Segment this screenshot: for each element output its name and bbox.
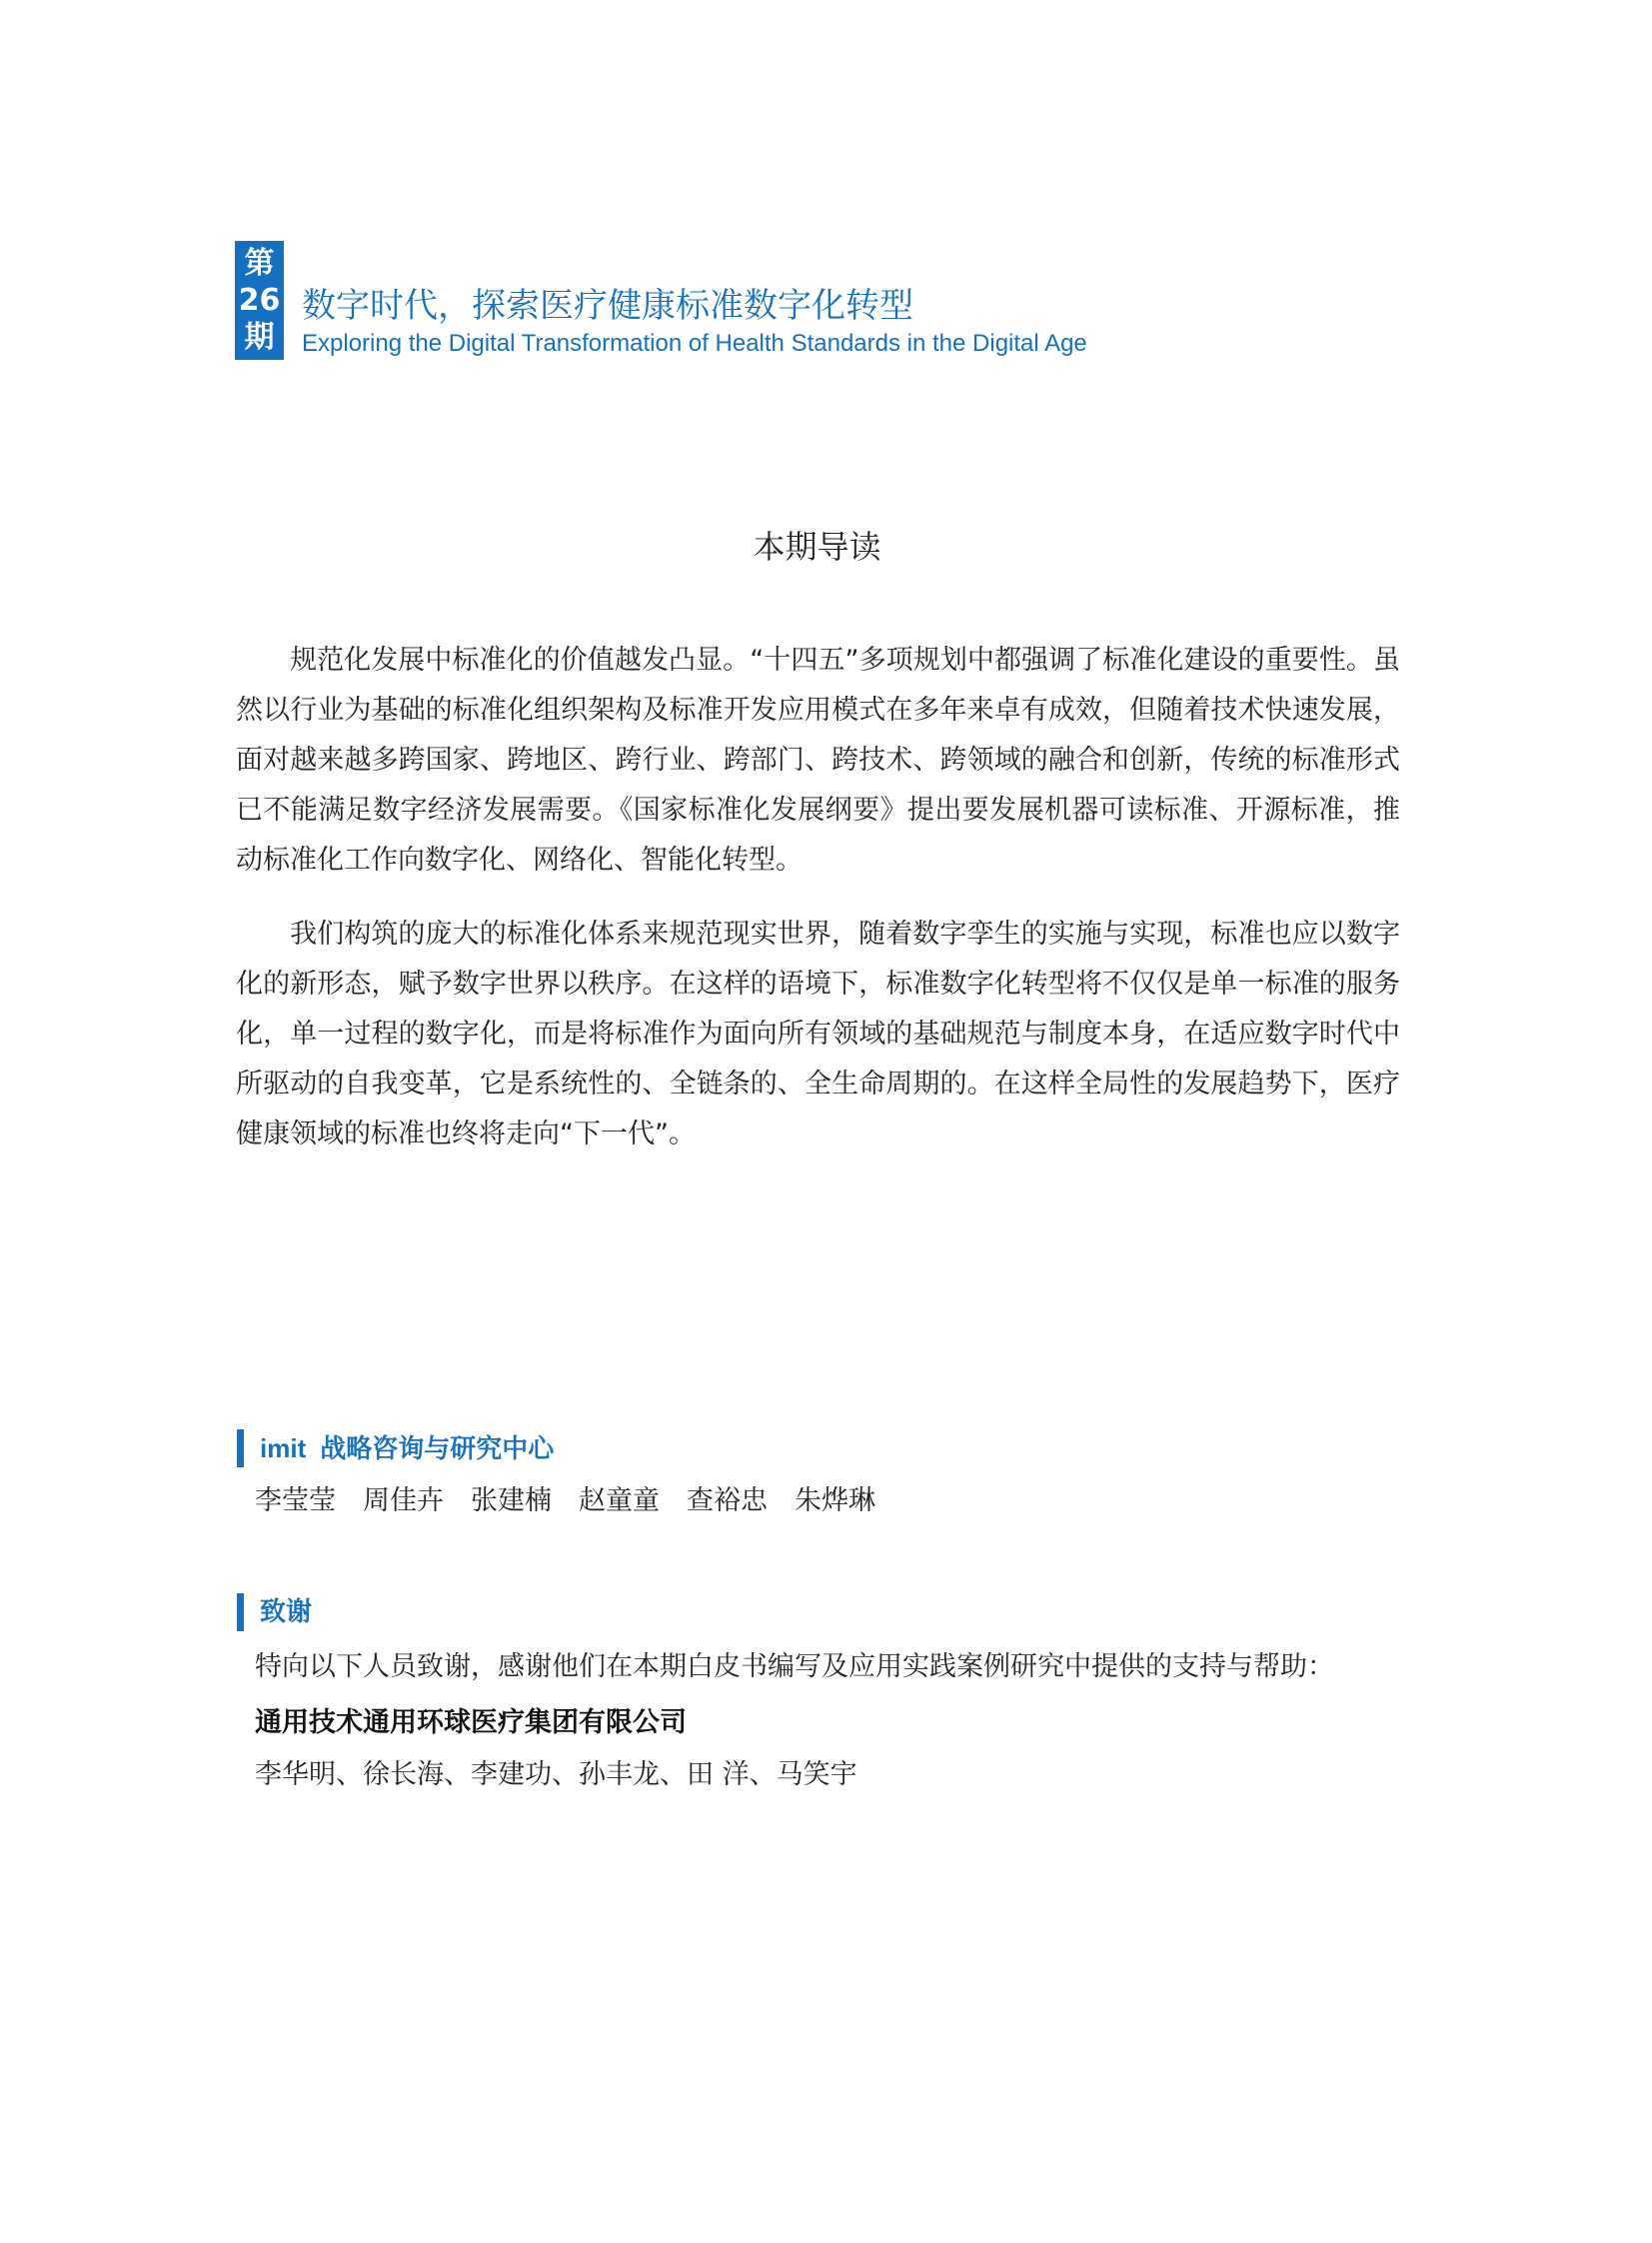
author-name: 李莹莹	[255, 1485, 336, 1516]
issue-suffix: 期	[244, 320, 275, 355]
author-name: 赵童童	[579, 1485, 660, 1516]
research-center-name: 战略咨询与研究中心	[320, 1434, 555, 1464]
author-name: 查裕忠	[687, 1485, 768, 1516]
intro-paragraph-2: 我们构筑的庞大的标准化体系来规范现实世界，随着数字孪生的实施与实现，标准也应以数字化的新形态，赋予数字世界以秩序。在这样的语境下，标准数字化转型将不仅仅是单一标准的服务化，单一过程的数字化，而是将标准作为面向所有领域的基础规范与制度本身，在适应数字时代中所驱动的自我变革，它是系统性的、全链条的、全生命周期的。在这样全局性的发展趋势下，医疗健康领域的标准也终将走向“下一代”。	[236, 919, 1400, 1149]
acknowledgement-heading: 致谢	[237, 1593, 312, 1631]
acknowledgement-company: 通用技术通用环球医疗集团有限公司	[255, 1707, 687, 1738]
title-english: Exploring the Digital Transformation of Health Standards in the Digital Age	[302, 330, 1087, 357]
intro-body	[236, 636, 1400, 1183]
intro-heading: 本期导读	[753, 528, 881, 566]
imit-brand: imit	[260, 1433, 307, 1463]
intro-paragraph-1: 规范化发展中标准化的价值越发凸显。“十四五”多项规划中都强调了标准化建设的重要性。虽然以行业为基础的标准化组织架构及标准开发应用模式在多年来卓有成效，但随着技术快速发展，面对越来越多跨国家、跨地区、跨行业、跨部门、跨技术、跨领域的融合和创新，传统的标准形式已不能满足数字经济发展需要。《国家标准化发展纲要》提出要发展机器可读标准、开源标准，推动标准化工作向数字化、网络化、智能化转型。	[236, 645, 1400, 876]
author-name: 周佳卉	[363, 1485, 444, 1516]
issue-number: 26	[238, 283, 281, 318]
issue-badge	[235, 241, 284, 360]
title-chinese: 数字时代，探索医疗健康标准数字化转型	[302, 286, 913, 326]
author-name: 朱烨琳	[795, 1485, 875, 1516]
author-list	[255, 1481, 902, 1521]
issue-prefix: 第	[244, 246, 275, 281]
acknowledgement-people: 李华明、徐长海、李建功、孙丰龙、田 洋、马笑宇	[255, 1759, 857, 1790]
author-name: 张建楠	[471, 1485, 552, 1516]
acknowledgement-text: 特向以下人员致谢，感谢他们在本期白皮书编写及应用实践案例研究中提供的支持与帮助：	[255, 1651, 1334, 1682]
research-center-heading	[237, 1429, 554, 1467]
